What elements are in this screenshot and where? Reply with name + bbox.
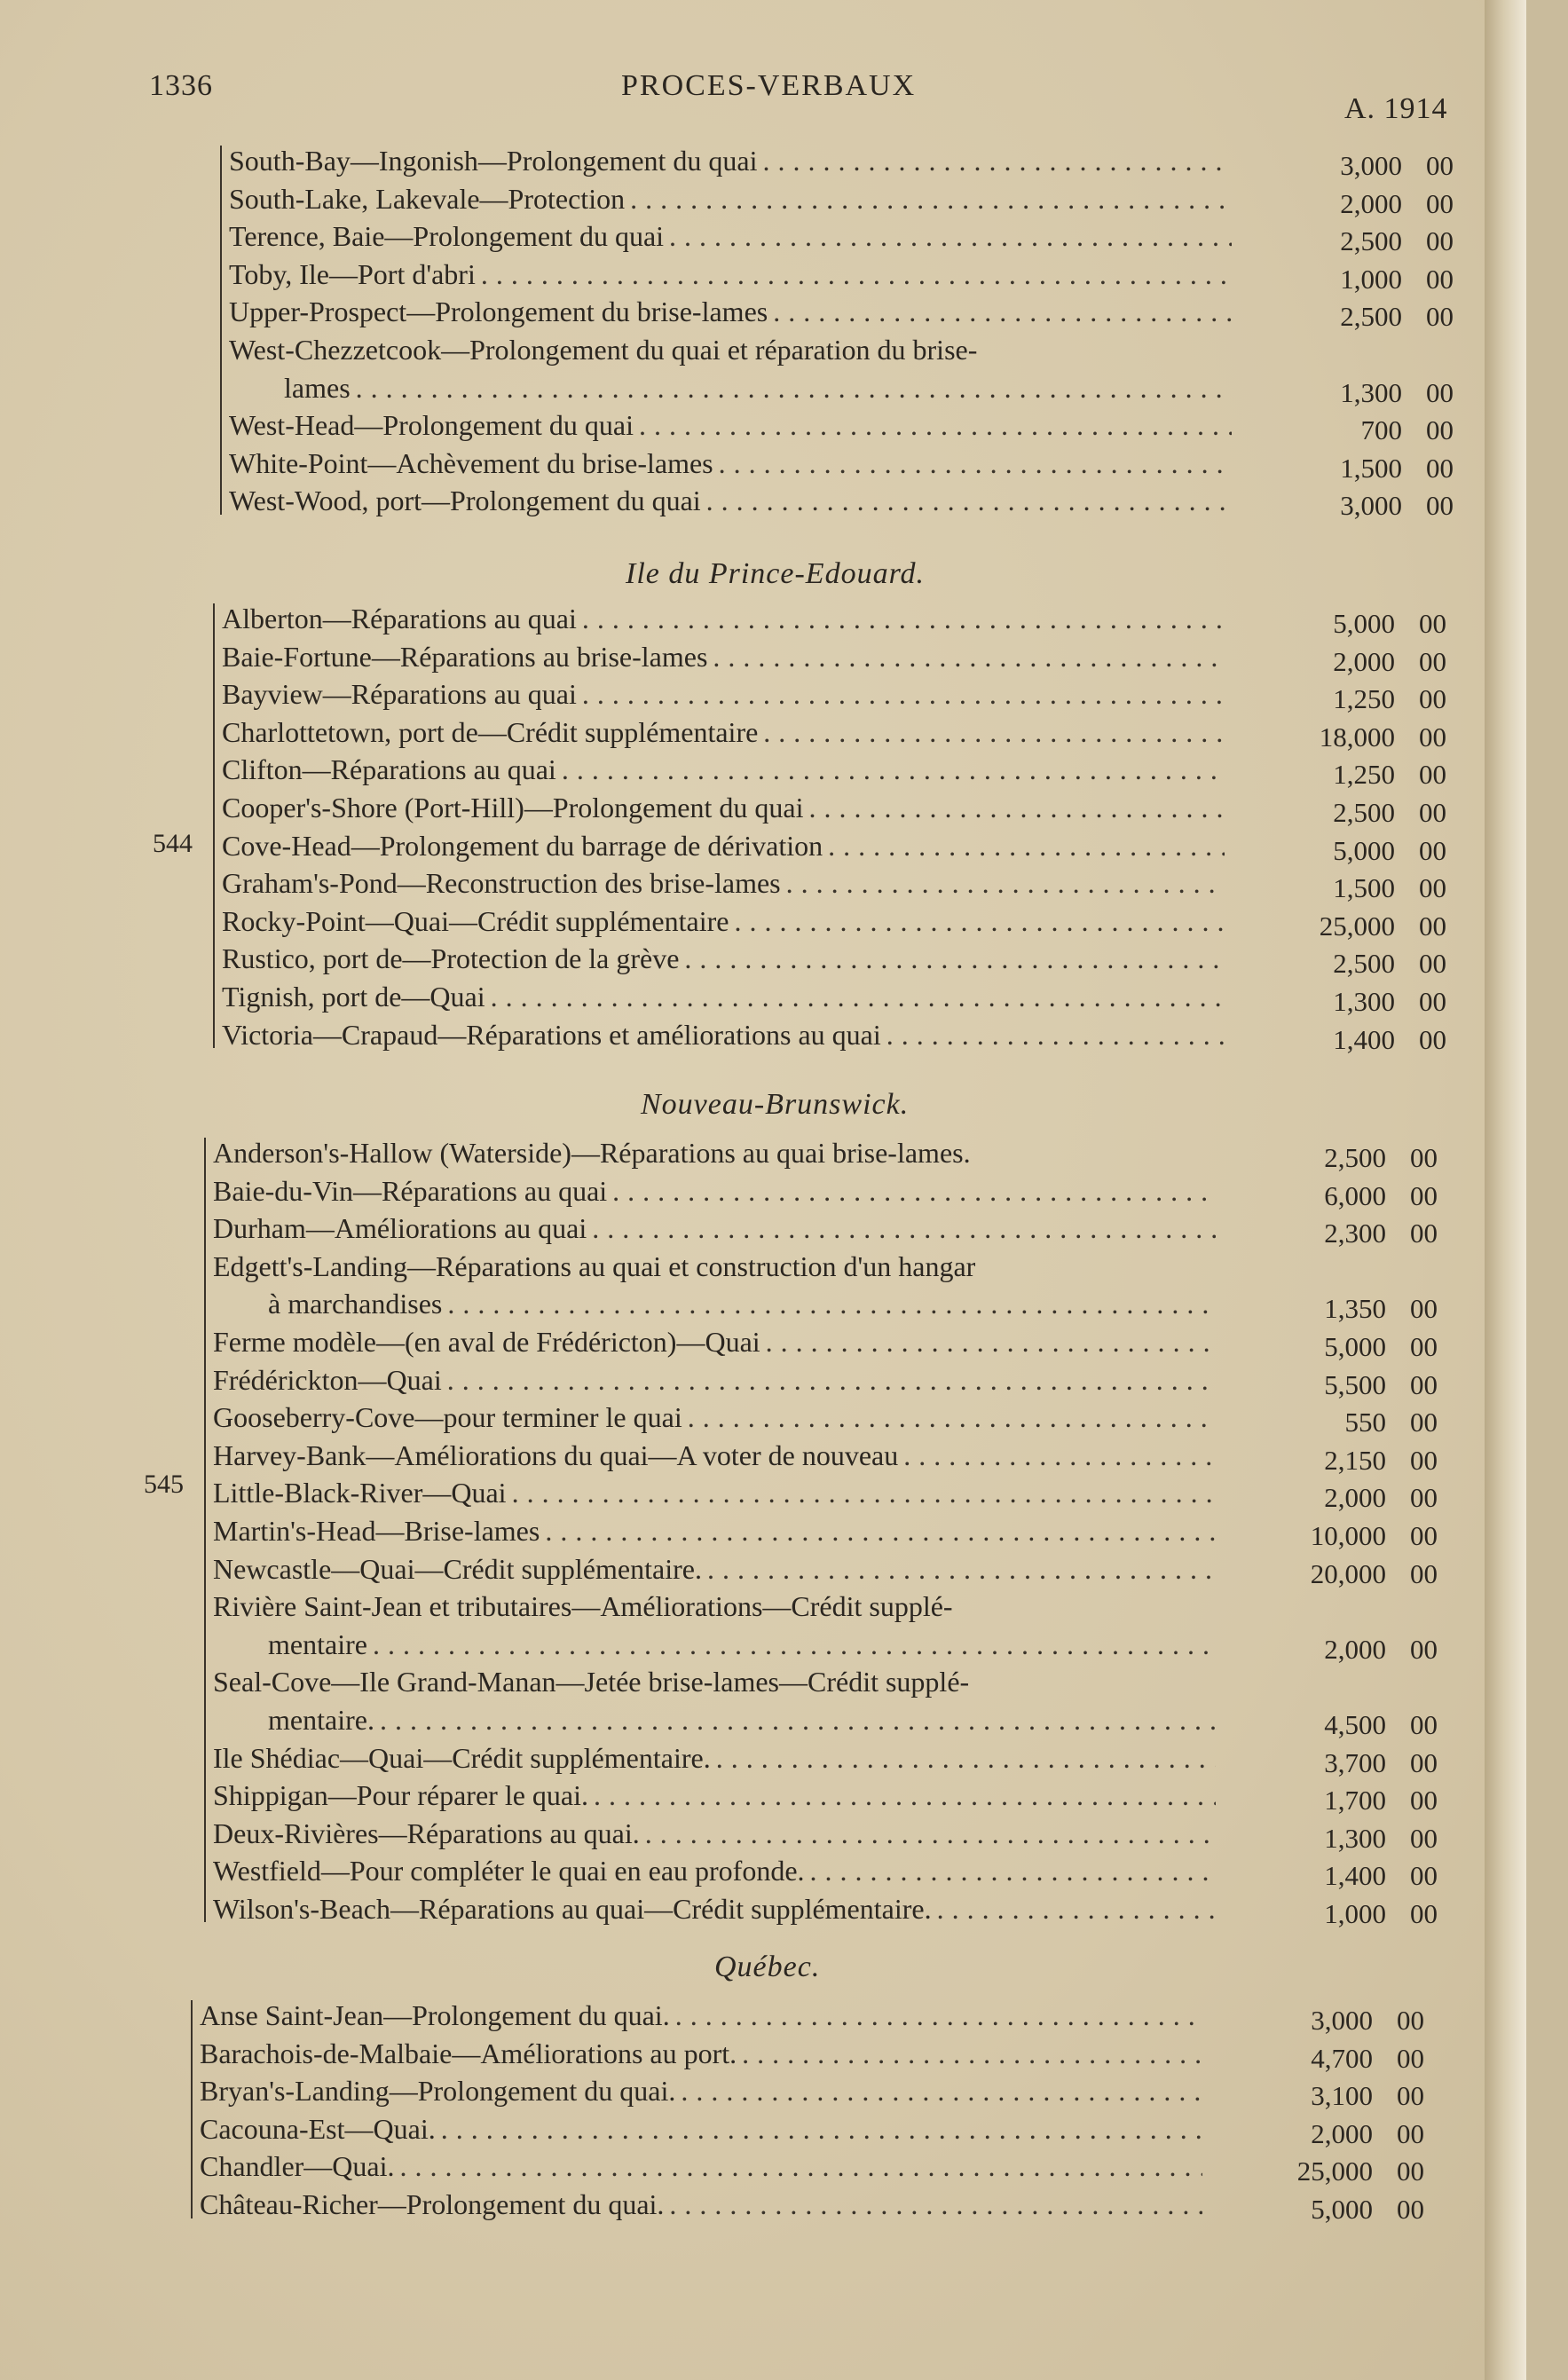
amount-dollars: 2,000 xyxy=(1311,2117,1373,2149)
amount-cents: 00 xyxy=(1426,490,1454,522)
ledger-entry xyxy=(200,2035,1424,2073)
dot-leader xyxy=(625,180,1232,218)
ledger-entry xyxy=(200,2148,1424,2186)
entry-description: Gooseberry-Cove—pour terminer le quai xyxy=(213,1401,682,1434)
amount-dollars: 700 xyxy=(1360,414,1402,446)
dot-leader xyxy=(476,256,1232,294)
ledger-entry xyxy=(222,789,1446,827)
amount-dollars: 1,700 xyxy=(1324,1785,1386,1817)
amount-cents: 00 xyxy=(1426,376,1454,408)
amount-cents: 00 xyxy=(1410,1179,1438,1211)
entry-description: Ferme modèle—(en aval de Frédéricton)—Quai xyxy=(213,1325,760,1358)
entry-description: Martin's-Head—Brise-lames xyxy=(213,1514,540,1547)
ledger-entry xyxy=(200,2186,1424,2224)
entry-line xyxy=(200,2035,1424,2073)
ledger-entry xyxy=(222,864,1446,902)
entry-line xyxy=(222,713,1446,752)
amount-dollars: 1,500 xyxy=(1333,872,1395,904)
amount-dollars: 25,000 xyxy=(1296,2155,1373,2187)
amount-cents: 00 xyxy=(1410,1330,1438,1362)
entries-list xyxy=(200,1997,1424,2224)
dot-leader xyxy=(805,1852,1216,1890)
ledger-entry xyxy=(213,1852,1438,1890)
amount-dollars: 5,500 xyxy=(1324,1368,1386,1400)
ledger-entry xyxy=(229,445,1454,483)
dot-leader xyxy=(442,1285,1216,1323)
dot-leader xyxy=(758,713,1225,752)
dot-leader xyxy=(760,1323,1216,1361)
section-bracket xyxy=(213,603,222,1048)
ledger-entry xyxy=(229,482,1454,520)
entry-description: South-Lake, Lakevale—Protection xyxy=(229,182,626,215)
entry-line xyxy=(213,1437,1438,1475)
amount-cents: 00 xyxy=(1397,2042,1424,2074)
dot-leader xyxy=(679,940,1225,978)
ledger-entry xyxy=(213,1437,1438,1475)
amount-cents: 00 xyxy=(1397,2005,1424,2036)
amount-dollars: 2,000 xyxy=(1340,187,1402,219)
section-title-pei: Ile du Prince-Edouard. xyxy=(626,557,926,590)
ledger-entry xyxy=(213,1512,1438,1550)
amount-cents: 00 xyxy=(1419,872,1446,904)
amount-dollars: 10,000 xyxy=(1310,1519,1386,1551)
ledger-entry xyxy=(213,1323,1438,1361)
amount-cents: 00 xyxy=(1410,1142,1438,1173)
amount-dollars: 1,300 xyxy=(1340,376,1402,408)
entry-line xyxy=(213,1550,1438,1588)
entry-line xyxy=(222,978,1446,1016)
ledger-entry xyxy=(213,1588,1438,1663)
amount-cents: 00 xyxy=(1419,834,1446,866)
section-title-qc: Québec. xyxy=(714,1950,821,1983)
amount-cents: 00 xyxy=(1410,1708,1438,1740)
entry-description: Cooper's-Shore (Port-Hill)—Prolongement du quai xyxy=(222,791,804,824)
ledger-entry xyxy=(213,1474,1438,1512)
amount-cents: 00 xyxy=(1397,2117,1424,2149)
dot-leader xyxy=(729,902,1225,941)
ledger-entry xyxy=(213,1890,1438,1928)
ledger-entry xyxy=(213,1134,1438,1172)
ledger-entry xyxy=(222,600,1446,638)
amount-dollars: 2,500 xyxy=(1324,1142,1386,1173)
entry-description: Toby, Ile—Port d'abri xyxy=(229,257,476,290)
amount-cents: 00 xyxy=(1410,1407,1438,1438)
amount-cents: 00 xyxy=(1419,759,1446,791)
entry-description: Westfield—Pour compléter le quai en eau profonde. xyxy=(213,1855,805,1887)
amount-dollars: 20,000 xyxy=(1310,1557,1386,1589)
amount-cents: 00 xyxy=(1426,452,1454,484)
entry-line xyxy=(200,2186,1424,2224)
amount-dollars: 2,500 xyxy=(1340,225,1402,257)
amount-cents: 00 xyxy=(1410,1860,1438,1892)
dot-leader xyxy=(670,1997,1202,2035)
dot-leader xyxy=(540,1512,1216,1550)
dot-leader xyxy=(485,978,1225,1016)
entry-line xyxy=(200,2110,1424,2148)
dot-leader xyxy=(664,217,1232,256)
dot-leader xyxy=(442,1361,1216,1399)
ledger-entry xyxy=(222,978,1446,1016)
amount-dollars: 2,500 xyxy=(1333,948,1395,980)
entry-line xyxy=(213,1134,1438,1172)
entry-line xyxy=(213,1777,1438,1815)
amount-cents: 00 xyxy=(1419,608,1446,639)
amount-cents: 00 xyxy=(1410,1368,1438,1400)
page-title: PROCES-VERBAUX xyxy=(621,69,917,102)
ledger-entry xyxy=(213,1172,1438,1210)
entries-list xyxy=(213,1134,1438,1927)
amount-cents: 00 xyxy=(1410,1822,1438,1854)
entry-line xyxy=(222,902,1446,941)
dot-leader xyxy=(823,827,1225,865)
ledger-entry xyxy=(222,638,1446,676)
section-bracket xyxy=(204,1138,213,1922)
entry-line xyxy=(222,940,1446,978)
dot-leader xyxy=(587,1210,1216,1248)
entry-description: Cove-Head—Prolongement du barrage de dérivation xyxy=(222,829,823,862)
section-qc xyxy=(200,1997,1424,2224)
entry-description: West-Wood, port—Prolongement du quai xyxy=(229,485,701,517)
amount-dollars: 1,000 xyxy=(1340,263,1402,295)
entry-line xyxy=(213,1739,1438,1777)
amount-cents: 00 xyxy=(1410,1785,1438,1817)
amount-cents: 00 xyxy=(1419,1023,1446,1055)
entries-list xyxy=(222,600,1446,1053)
entry-line xyxy=(213,1399,1438,1437)
amount-dollars: 4,700 xyxy=(1311,2042,1373,2074)
dot-leader xyxy=(682,1399,1216,1437)
entry-description: Wilson's-Beach—Réparations au quai—Crédit supplémentaire. xyxy=(213,1892,932,1925)
entry-line xyxy=(200,2072,1424,2110)
entry-line xyxy=(229,406,1454,445)
session-year: A. 1914 xyxy=(1344,92,1448,125)
dot-leader xyxy=(374,1701,1216,1739)
ledger-entry xyxy=(222,675,1446,713)
entry-description-continued: lames xyxy=(284,371,351,404)
amount-dollars: 6,000 xyxy=(1324,1179,1386,1211)
amount-dollars: 3,000 xyxy=(1340,490,1402,522)
ledger-entry xyxy=(229,406,1454,445)
page-edge xyxy=(1485,0,1526,2380)
dot-leader xyxy=(932,1890,1216,1928)
amount-dollars: 5,000 xyxy=(1311,2193,1373,2225)
entry-description: Graham's-Pond—Reconstruction des brise-lames xyxy=(222,867,781,900)
amount-dollars: 1,500 xyxy=(1340,452,1402,484)
entry-description: Rocky-Point—Quai—Crédit supplémentaire xyxy=(222,904,729,937)
amount-dollars: 3,700 xyxy=(1324,1746,1386,1778)
amount-cents: 00 xyxy=(1419,645,1446,677)
ledger-entry xyxy=(213,1550,1438,1588)
entry-description: Alberton—Réparations au quai xyxy=(222,603,577,634)
entry-line xyxy=(200,2148,1424,2186)
amount-cents: 00 xyxy=(1426,301,1454,333)
amount-dollars: 2,300 xyxy=(1324,1218,1386,1249)
entry-line xyxy=(229,482,1454,520)
entry-description: Baie-du-Vin—Réparations au quai xyxy=(213,1174,608,1207)
entries-list xyxy=(229,142,1454,520)
amount-cents: 00 xyxy=(1419,985,1446,1017)
entry-description: Baie-Fortune—Réparations au brise-lames xyxy=(222,640,708,673)
section-title-nb: Nouveau-Brunswick. xyxy=(641,1088,910,1121)
amount-dollars: 1,400 xyxy=(1324,1860,1386,1892)
amount-cents: 00 xyxy=(1410,1633,1438,1665)
amount-dollars: 2,500 xyxy=(1340,301,1402,333)
dot-leader xyxy=(701,482,1232,520)
ledger-entry xyxy=(222,713,1446,752)
amount-cents: 00 xyxy=(1410,1293,1438,1325)
entry-line xyxy=(222,789,1446,827)
entry-line xyxy=(229,293,1454,331)
dot-leader xyxy=(702,1550,1216,1588)
dot-leader xyxy=(634,406,1232,445)
dot-leader xyxy=(395,2148,1203,2186)
amount-cents: 00 xyxy=(1419,910,1446,942)
entry-line xyxy=(213,1474,1438,1512)
section-bracket xyxy=(191,2000,200,2218)
entry-line xyxy=(229,217,1454,256)
section-ref-number: 545 xyxy=(144,1470,184,1499)
entry-description: Tignish, port de—Quai xyxy=(222,980,485,1013)
entry-description: Bayview—Réparations au quai xyxy=(222,678,577,711)
section-ref-number: 544 xyxy=(153,829,193,858)
amount-cents: 00 xyxy=(1410,1482,1438,1514)
entry-line xyxy=(213,1361,1438,1399)
entry-description: Rustico, port de—Protection de la grève xyxy=(222,942,680,975)
dot-leader xyxy=(351,369,1232,407)
entry-amount xyxy=(1276,487,1454,525)
dot-leader xyxy=(803,789,1225,827)
dot-leader xyxy=(881,1016,1225,1054)
ledger-entry xyxy=(222,902,1446,941)
amount-cents: 00 xyxy=(1410,1897,1438,1929)
ledger-entry xyxy=(213,1248,1438,1323)
section-pei xyxy=(153,600,1446,1055)
amount-dollars: 550 xyxy=(1344,1407,1386,1438)
entry-line xyxy=(213,1323,1438,1361)
entry-description: Terence, Baie—Prolongement du quai xyxy=(229,220,665,253)
amount-dollars: 1,000 xyxy=(1324,1897,1386,1929)
entry-description: Newcastle—Quai—Crédit supplémentaire. xyxy=(213,1552,702,1585)
ledger-entry xyxy=(200,1997,1424,2035)
amount-dollars: 25,000 xyxy=(1319,910,1395,942)
ledger-entry xyxy=(229,256,1454,294)
amount-dollars: 2,000 xyxy=(1333,645,1395,677)
entry-description: Deux-Rivières—Réparations au quai. xyxy=(213,1817,640,1849)
dot-leader xyxy=(556,751,1225,789)
entry-line xyxy=(229,142,1454,180)
ledger-entry xyxy=(229,142,1454,180)
amount-dollars: 3,000 xyxy=(1311,2005,1373,2036)
dot-leader xyxy=(640,1815,1216,1853)
amount-cents: 00 xyxy=(1426,414,1454,446)
dot-leader xyxy=(781,864,1225,902)
amount-cents: 00 xyxy=(1426,150,1454,181)
entry-description: Château-Richer—Prolongement du quai. xyxy=(200,2187,665,2220)
ledger-entry xyxy=(200,2072,1424,2110)
ledger-entry xyxy=(222,1016,1446,1054)
amount-cents: 00 xyxy=(1419,721,1446,753)
section-bracket xyxy=(220,146,229,515)
entry-description: Anse Saint-Jean—Prolongement du quai. xyxy=(200,1999,670,2031)
amount-dollars: 1,250 xyxy=(1333,759,1395,791)
dot-leader xyxy=(577,675,1225,713)
entry-line xyxy=(222,600,1446,638)
entry-line xyxy=(222,638,1446,676)
amount-dollars: 5,000 xyxy=(1333,834,1395,866)
entry-description: Seal-Cove—Ile Grand-Manan—Jetée brise-lames—Crédit supplé- xyxy=(213,1666,970,1698)
amount-dollars: 1,300 xyxy=(1333,985,1395,1017)
entry-line xyxy=(213,1210,1438,1248)
entry-line xyxy=(213,1512,1438,1550)
amount-cents: 00 xyxy=(1397,2155,1424,2187)
entry-description: South-Bay—Ingonish—Prolongement du quai xyxy=(229,145,758,177)
amount-dollars: 3,100 xyxy=(1311,2080,1373,2112)
ledger-entry xyxy=(222,751,1446,789)
entry-description: Cacouna-Est—Quai. xyxy=(200,2112,436,2145)
ledger-entry xyxy=(200,2110,1424,2148)
entry-description: Ile Shédiac—Quai—Crédit supplémentaire. xyxy=(213,1741,711,1774)
entry-line xyxy=(213,1815,1438,1853)
entry-line xyxy=(200,1997,1424,2035)
amount-cents: 00 xyxy=(1426,263,1454,295)
amount-cents: 00 xyxy=(1426,225,1454,257)
entry-line xyxy=(229,256,1454,294)
ledger-entry xyxy=(213,1815,1438,1853)
ledger-entry xyxy=(229,293,1454,331)
entry-line xyxy=(222,864,1446,902)
entry-description: Edgett's-Landing—Réparations au quai et construction d'un hangar xyxy=(213,1249,976,1282)
amount-dollars: 1,300 xyxy=(1324,1822,1386,1854)
entry-description: Bryan's-Landing—Prolongement du quai. xyxy=(200,2075,676,2108)
entry-line xyxy=(229,445,1454,483)
dot-leader xyxy=(577,600,1225,638)
amount-cents: 00 xyxy=(1426,187,1454,219)
entry-line xyxy=(222,827,1446,865)
entry-description: Upper-Prospect—Prolongement du brise-lames xyxy=(229,296,768,328)
amount-cents: 00 xyxy=(1410,1444,1438,1476)
amount-cents: 00 xyxy=(1410,1557,1438,1589)
amount-dollars: 5,000 xyxy=(1333,608,1395,639)
dot-leader xyxy=(607,1172,1216,1210)
entry-line xyxy=(222,751,1446,789)
dot-leader xyxy=(758,142,1232,180)
entry-description: West-Head—Prolongement du quai xyxy=(229,409,634,442)
ledger-entry xyxy=(213,1210,1438,1248)
amount-dollars: 4,500 xyxy=(1324,1708,1386,1740)
amount-cents: 00 xyxy=(1397,2193,1424,2225)
entry-line xyxy=(213,1701,1438,1739)
entry-description: Chandler—Quai. xyxy=(200,2150,395,2183)
dot-leader xyxy=(707,638,1225,676)
amount-cents: 00 xyxy=(1419,948,1446,980)
entry-description: Harvey-Bank—Améliorations du quai—A voter de nouveau xyxy=(213,1438,899,1471)
ledger-entry xyxy=(229,217,1454,256)
ledger-entry xyxy=(213,1739,1438,1777)
entry-description: Little-Black-River—Quai xyxy=(213,1477,507,1509)
amount-cents: 00 xyxy=(1419,796,1446,828)
entry-line xyxy=(213,1852,1438,1890)
entry-description-continued: à marchandises xyxy=(268,1288,443,1320)
dot-leader xyxy=(664,2186,1202,2224)
entry-description: White-Point—Achèvement du brise-lames xyxy=(229,446,713,479)
amount-dollars: 2,000 xyxy=(1324,1482,1386,1514)
amount-dollars: 3,000 xyxy=(1340,150,1402,181)
entry-description: West-Chezzetcook—Prolongement du quai et réparation du brise- xyxy=(229,333,978,366)
entry-description: Frédérickton—Quai xyxy=(213,1363,442,1396)
ledger-entry xyxy=(222,827,1446,865)
entry-line xyxy=(213,1890,1438,1928)
entry-line xyxy=(222,675,1446,713)
entry-description: Rivière Saint-Jean et tributaires—Améliorations—Crédit supplé- xyxy=(213,1590,953,1623)
ledger-entry xyxy=(222,940,1446,978)
dot-leader xyxy=(675,2072,1202,2110)
ledger-entry xyxy=(213,1777,1438,1815)
entry-description-continued: mentaire xyxy=(268,1627,367,1660)
dot-leader xyxy=(711,1739,1216,1777)
amount-cents: 00 xyxy=(1410,1519,1438,1551)
entry-description: Durham—Améliorations au quai xyxy=(213,1212,587,1245)
entry-line xyxy=(213,1626,1438,1664)
dot-leader xyxy=(436,2110,1202,2148)
amount-cents: 00 xyxy=(1410,1746,1438,1778)
amount-dollars: 5,000 xyxy=(1324,1330,1386,1362)
entry-amount xyxy=(1247,2191,1424,2229)
entry-description: Shippigan—Pour réparer le quai. xyxy=(213,1779,588,1812)
amount-dollars: 1,400 xyxy=(1333,1023,1395,1055)
entry-description: Charlottetown, port de—Crédit supplémentaire xyxy=(222,715,759,748)
page-number: 1336 xyxy=(149,69,213,102)
amount-dollars: 1,250 xyxy=(1333,683,1395,715)
entry-line xyxy=(213,1285,1438,1323)
amount-cents: 00 xyxy=(1410,1218,1438,1249)
amount-dollars: 1,350 xyxy=(1324,1293,1386,1325)
ledger-entry xyxy=(213,1663,1438,1738)
ledger-entry xyxy=(229,180,1454,218)
dot-leader xyxy=(713,445,1232,483)
dot-leader xyxy=(737,2035,1202,2073)
entry-line xyxy=(222,1016,1446,1054)
section-nb xyxy=(144,1134,1438,1929)
amount-cents: 00 xyxy=(1397,2080,1424,2112)
ledger-entry xyxy=(213,1399,1438,1437)
entry-amount xyxy=(1260,1895,1438,1934)
amount-dollars: 2,150 xyxy=(1324,1444,1386,1476)
amount-dollars: 2,500 xyxy=(1333,796,1395,828)
entry-line xyxy=(229,369,1454,407)
entry-description: Barachois-de-Malbaie—Améliorations au port. xyxy=(200,2037,737,2069)
entry-line xyxy=(229,180,1454,218)
dot-leader xyxy=(898,1437,1216,1475)
section-ns-cont xyxy=(229,142,1454,520)
ledger-entry xyxy=(229,331,1454,406)
amount-dollars: 18,000 xyxy=(1319,721,1395,753)
dot-leader xyxy=(588,1777,1216,1815)
dot-leader xyxy=(507,1474,1216,1512)
entry-description-continued: mentaire. xyxy=(268,1703,374,1736)
entry-line xyxy=(213,1172,1438,1210)
ledger-entry xyxy=(213,1361,1438,1399)
entry-amount xyxy=(1269,1021,1446,1060)
dot-leader xyxy=(367,1626,1216,1664)
amount-dollars: 2,000 xyxy=(1324,1633,1386,1665)
entry-description: Victoria—Crapaud—Réparations et améliorations au quai xyxy=(222,1018,881,1051)
amount-cents: 00 xyxy=(1419,683,1446,715)
entry-description: Clifton—Réparations au quai xyxy=(222,753,556,786)
entry-description: Anderson's-Hallow (Waterside)—Réparations au quai brise-lames. xyxy=(213,1137,971,1169)
dot-leader xyxy=(768,293,1232,331)
